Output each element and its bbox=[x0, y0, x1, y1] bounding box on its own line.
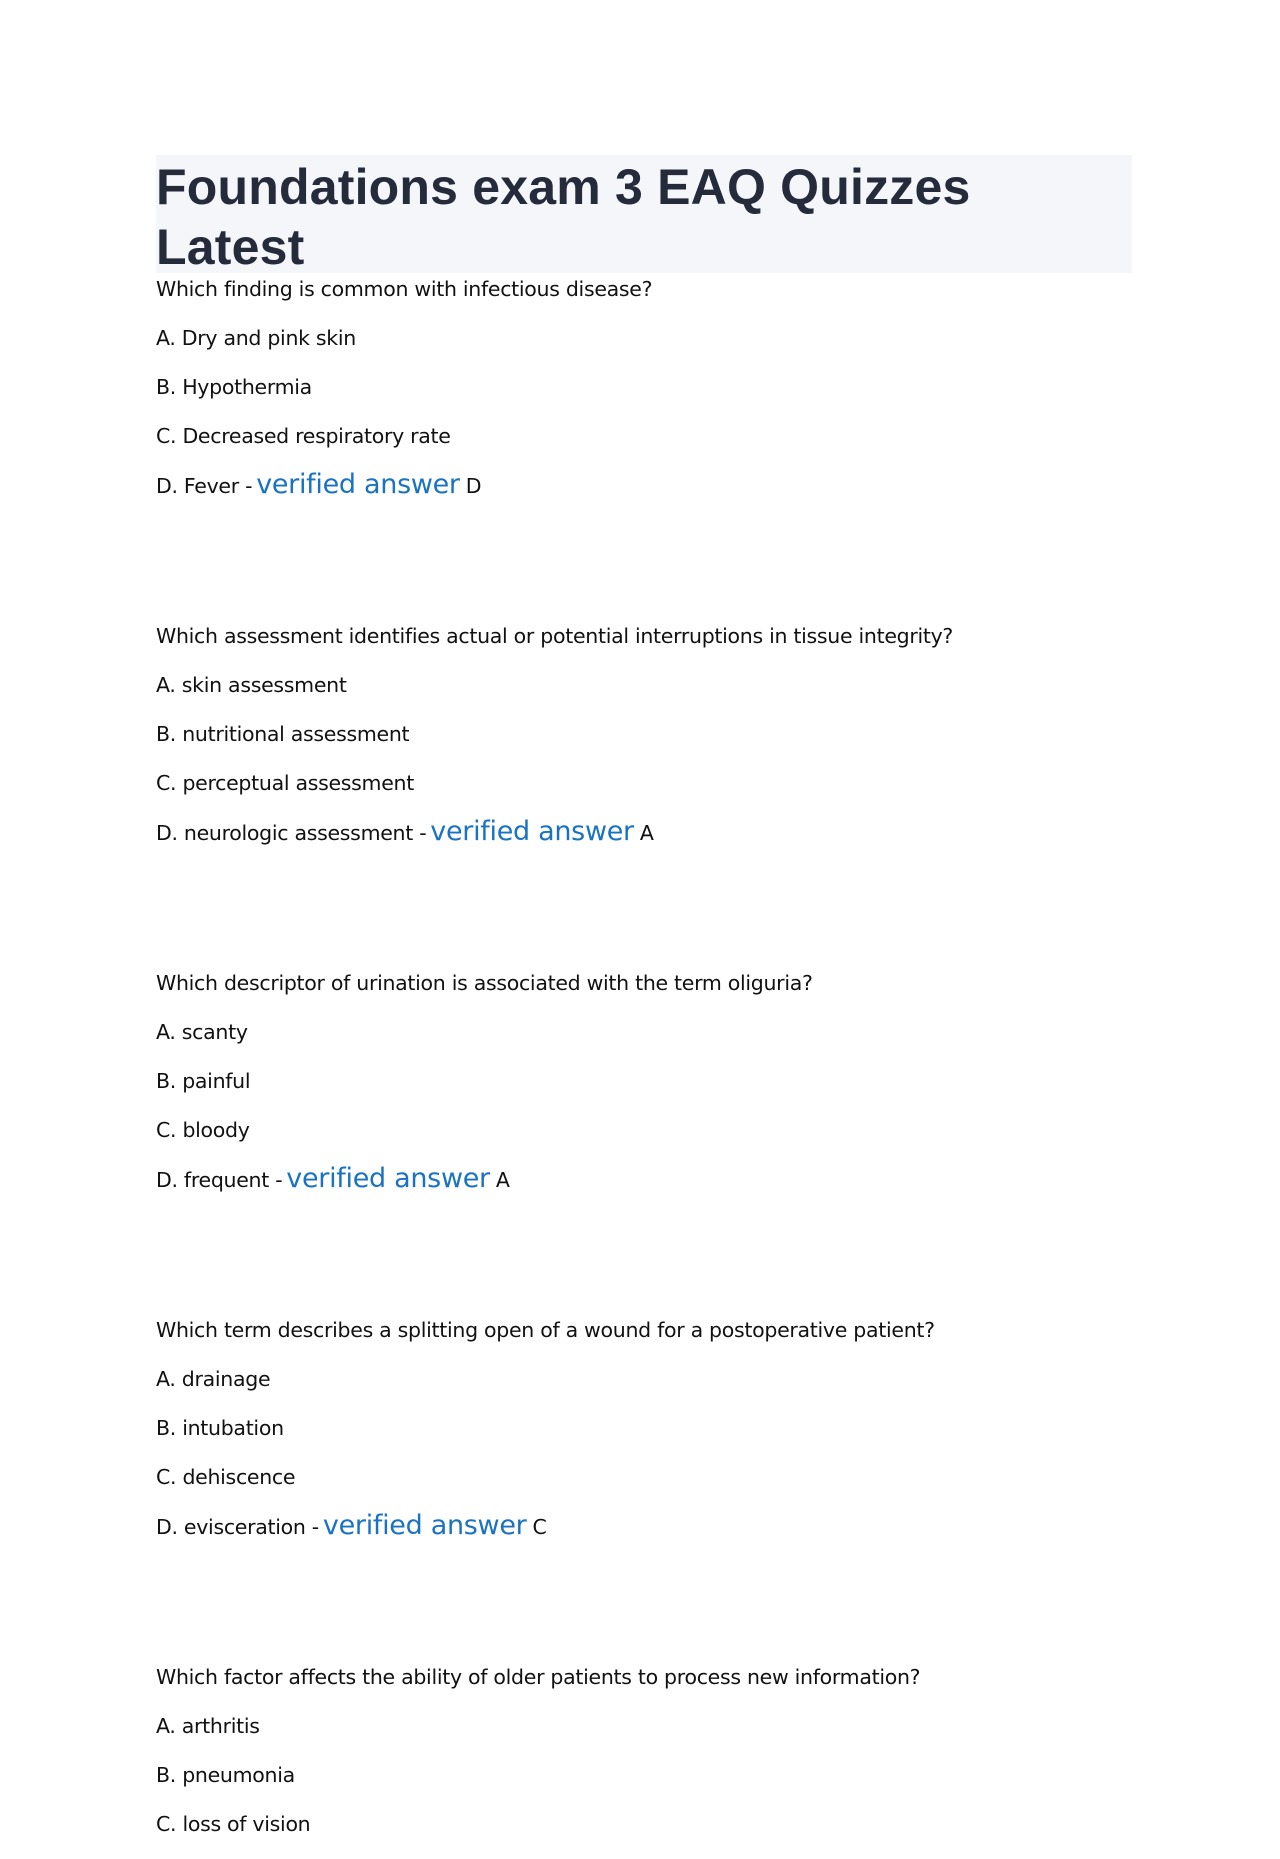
answer-option-text: D. frequent - bbox=[156, 1168, 283, 1192]
answer-option: A. arthritis bbox=[156, 1714, 260, 1738]
answer-option: B. nutritional assessment bbox=[156, 722, 410, 746]
answer-option: B. painful bbox=[156, 1069, 251, 1093]
answer-option-text: D. Fever - bbox=[156, 474, 253, 498]
answer-option: B. intubation bbox=[156, 1416, 284, 1440]
answer-option-last bbox=[156, 818, 1132, 870]
question-block bbox=[156, 1663, 1132, 1859]
question-text: Which factor affects the ability of older patients to process new information? bbox=[156, 1665, 921, 1689]
correct-answer: C bbox=[532, 1515, 547, 1539]
verified-answer-label: verified answer bbox=[286, 1163, 490, 1194]
answer-option: C. bloody bbox=[156, 1118, 250, 1142]
answer-option: C. Decreased respiratory rate bbox=[156, 424, 451, 448]
question-block bbox=[156, 622, 1132, 870]
answer-option: C. loss of vision bbox=[156, 1812, 311, 1836]
spacer bbox=[156, 523, 1132, 622]
question-text: Which assessment identifies actual or potential interruptions in tissue integrity? bbox=[156, 624, 954, 648]
spacer bbox=[156, 870, 1132, 969]
answer-option: A. Dry and pink skin bbox=[156, 326, 356, 350]
answer-option-text: D. evisceration - bbox=[156, 1515, 319, 1539]
answer-option: C. perceptual assessment bbox=[156, 771, 414, 795]
correct-answer: A bbox=[495, 1168, 510, 1192]
answer-option: A. scanty bbox=[156, 1020, 248, 1044]
question-block bbox=[156, 1316, 1132, 1564]
question-text: Which term describes a splitting open of a wound for a postoperative patient? bbox=[156, 1318, 935, 1342]
answer-option: B. pneumonia bbox=[156, 1763, 295, 1787]
document-page bbox=[156, 155, 1132, 1859]
spacer bbox=[156, 1564, 1132, 1663]
spacer bbox=[156, 1217, 1132, 1316]
answer-option: A. drainage bbox=[156, 1367, 271, 1391]
question-text: Which finding is common with infectious disease? bbox=[156, 277, 653, 301]
verified-answer-label: verified answer bbox=[322, 1510, 527, 1541]
answer-option-last bbox=[156, 1512, 1132, 1564]
title-block bbox=[156, 155, 1132, 273]
correct-answer: A bbox=[639, 821, 654, 845]
question-block bbox=[156, 275, 1132, 523]
correct-answer: D bbox=[465, 474, 482, 498]
verified-answer-label: verified answer bbox=[256, 469, 460, 500]
answer-option: C. dehiscence bbox=[156, 1465, 296, 1489]
answer-option-last bbox=[156, 471, 1132, 523]
answer-option-last bbox=[156, 1165, 1132, 1217]
answer-option: A. skin assessment bbox=[156, 673, 347, 697]
page-title: Foundations exam 3 EAQ Quizzes Latest bbox=[156, 159, 971, 275]
answer-option-text: D. neurologic assessment - bbox=[156, 821, 427, 845]
question-text: Which descriptor of urination is associated with the term oliguria? bbox=[156, 971, 813, 995]
question-block bbox=[156, 969, 1132, 1217]
verified-answer-label: verified answer bbox=[430, 816, 634, 847]
answer-option: B. Hypothermia bbox=[156, 375, 312, 399]
